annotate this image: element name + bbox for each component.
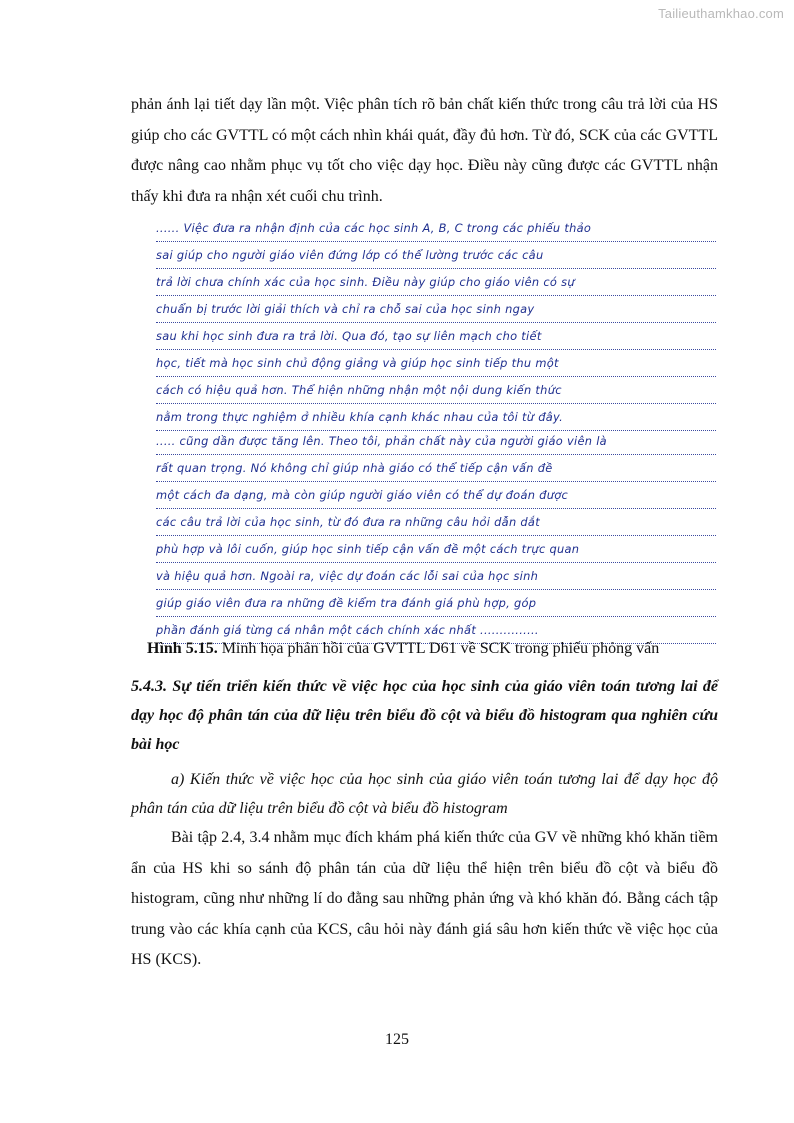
- handwriting-line: cách có hiệu quả hơn. Thể hiện những nhận một nội dung kiến thức: [156, 377, 716, 404]
- handwriting-line: ..... cũng dần được tăng lên. Theo tôi, phản chất này của người giáo viên là: [156, 428, 716, 455]
- body-paragraph-1: phản ánh lại tiết dạy lần một. Việc phân tích rõ bản chất kiến thức trong câu trả lời của HS giúp cho các GVTTL có một cách nhìn khái quát, đầy đủ hơn. Từ đó, SCK của các GVTTL được nâng cao nhằm phục vụ tốt cho việc dạy học. Điều này cũng được các GVTTL nhận thấy khi đưa ra nhận xét cuối chu trình.: [131, 96, 718, 205]
- section-heading: 5.4.3. Sự tiến triển kiến thức về việc học của học sinh của giáo viên toán tương lai để dạy học độ phân tán của dữ liệu trên biểu đồ cột và biểu đồ histogram qua nghiên cứu bài học: [131, 678, 718, 753]
- handwriting-line: các câu trả lời của học sinh, từ đó đưa ra những câu hỏi dẫn dắt: [156, 509, 716, 536]
- subsection-heading: a) Kiến thức về việc học của học sinh của giáo viên toán tương lai để dạy học độ phân tán của dữ liệu trên biểu đồ cột và biểu đồ histogram: [131, 771, 718, 817]
- body-paragraph-2: Bài tập 2.4, 3.4 nhằm mục đích khám phá kiến thức của GV về những khó khăn tiềm ẩn của HS khi so sánh độ phân tán của dữ liệu thể hiện trên biểu đồ cột và biểu đồ histogram, cũng như những lí do đằng sau những phản ứng và khó khăn đó. Bằng cách tập trung vào các khía cạnh của KCS, câu hỏi này đánh giá sâu hơn kiến thức về việc học của HS (KCS).: [131, 829, 718, 968]
- handwriting-line: trả lời chưa chính xác của học sinh. Điều này giúp cho giáo viên có sự: [156, 269, 716, 296]
- handwriting-line: rất quan trọng. Nó không chỉ giúp nhà giáo có thể tiếp cận vấn đề: [156, 455, 716, 482]
- handwriting-line: chuẩn bị trước lời giải thích và chỉ ra chỗ sai của học sinh ngay: [156, 296, 716, 323]
- handwriting-block-2: [156, 428, 716, 644]
- figure-caption: [147, 640, 659, 658]
- handwriting-line: ...... Việc đưa ra nhận định của các học sinh A, B, C trong các phiếu thảo: [156, 215, 716, 242]
- figure-caption-label: Hình 5.15.: [147, 640, 218, 657]
- handwritten-response-figure: [156, 215, 716, 637]
- page-number: 125: [385, 1031, 409, 1048]
- handwriting-block-1: [156, 215, 716, 431]
- figure-caption-text: Minh họa phản hồi của GVTTL D61 về SCK trong phiếu phỏng vấn: [217, 640, 660, 657]
- handwriting-line: phù hợp và lôi cuốn, giúp học sinh tiếp cận vấn đề một cách trực quan: [156, 536, 716, 563]
- handwriting-line: nằm trong thực nghiệm ở nhiều khía cạnh khác nhau của tôi từ đây.: [156, 404, 716, 431]
- handwriting-line: sau khi học sinh đưa ra trả lời. Qua đó, tạo sự liên mạch cho tiết: [156, 323, 716, 350]
- watermark: Tailieuthamkhao.com: [658, 6, 784, 21]
- handwriting-line: giúp giáo viên đưa ra những đề kiểm tra đánh giá phù hợp, góp: [156, 590, 716, 617]
- handwriting-line: phần đánh giá từng cá nhân một cách chính xác nhất ...............: [156, 617, 716, 644]
- handwriting-line: học, tiết mà học sinh chủ động giảng và giúp học sinh tiếp thu một: [156, 350, 716, 377]
- handwriting-line: sai giúp cho người giáo viên đứng lớp có thể lường trước các câu: [156, 242, 716, 269]
- handwriting-line: một cách đa dạng, mà còn giúp người giáo viên có thể dự đoán được: [156, 482, 716, 509]
- handwriting-line: và hiệu quả hơn. Ngoài ra, việc dự đoán các lỗi sai của học sinh: [156, 563, 716, 590]
